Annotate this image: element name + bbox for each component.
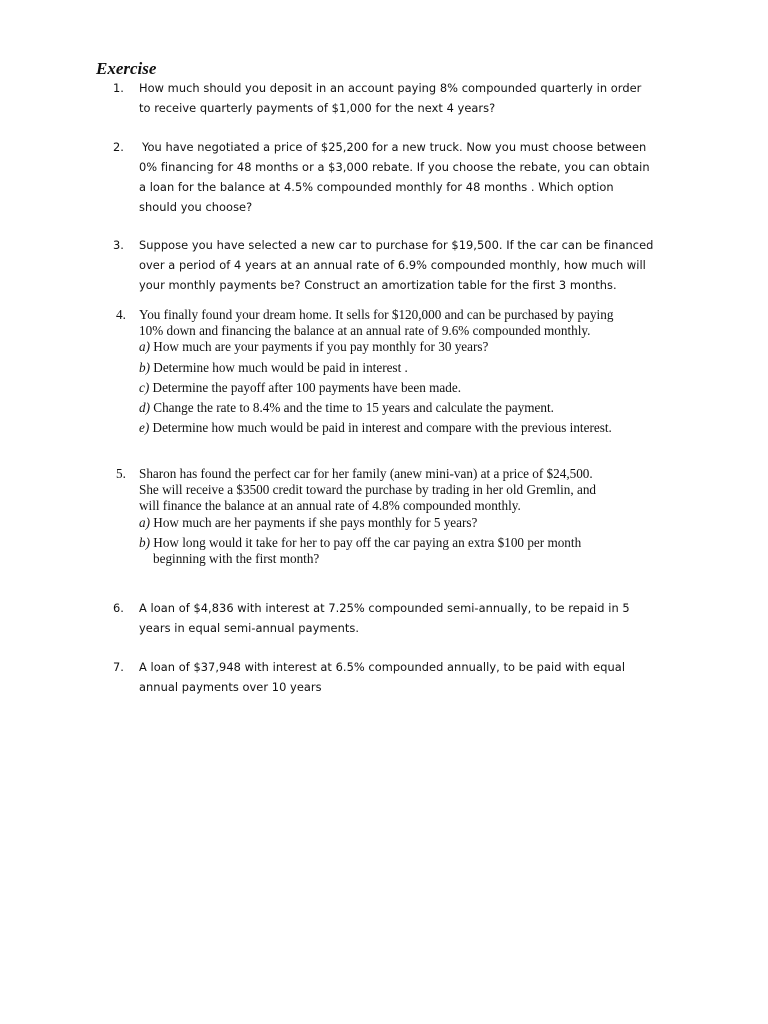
question-line: 0% financing for 48 months or a $3,000 rebate. If you choose the rebate, you can obtain: [139, 160, 650, 174]
part-label: b): [139, 534, 150, 550]
question-text: [139, 598, 684, 638]
question-part-c: [139, 380, 699, 396]
question-line: your monthly payments be? Construct an amortization table for the first 3 months.: [139, 278, 617, 292]
question-number: 1.: [113, 81, 124, 95]
question-line: A loan of $4,836 with interest at 7.25% compounded semi-annually, to be repaid in 5: [139, 601, 630, 615]
question-line: Suppose you have selected a new car to purchase for $19,500. If the car can be financed: [139, 238, 654, 252]
question-number: 3.: [113, 238, 124, 252]
question-line: A loan of $37,948 with interest at 6.5% compounded annually, to be paid with equal: [139, 660, 626, 674]
question-part-b: [139, 535, 699, 567]
question-line: You have negotiated a price of $25,200 for a new truck. Now you must choose between: [142, 140, 647, 154]
question-part-e: [139, 420, 699, 436]
part-label: d): [139, 400, 150, 416]
question-line: She will receive a $3500 credit toward the purchase by trading in her old Gremlin, and: [139, 482, 597, 498]
question-number: 6.: [113, 601, 124, 615]
part-text: How long would it take for her to pay off the car paying an extra $100 per month: [153, 534, 582, 550]
part-label: a): [139, 514, 150, 530]
question-text: [139, 137, 684, 217]
question-line: 10% down and financing the balance at an annual rate of 9.6% compounded monthly.: [139, 323, 591, 339]
question-text: [139, 78, 684, 118]
question-text: [139, 235, 684, 295]
part-text: How much are her payments if she pays monthly for 5 years?: [153, 514, 478, 530]
question-line: over a period of 4 years at an annual rate of 6.9% compounded monthly, how much will: [139, 258, 646, 272]
page-title: Exercise: [96, 59, 157, 78]
question-line: will finance the balance at an annual rate of 4.8% compounded monthly.: [139, 498, 521, 514]
question-text: [139, 466, 699, 567]
question-number: 7.: [113, 660, 124, 674]
question-line: should you choose?: [139, 200, 253, 214]
question-part-a: [139, 515, 699, 531]
part-label: e): [139, 420, 150, 436]
question-line: How much should you deposit in an account paying 8% compounded quarterly in order: [139, 81, 642, 95]
part-text: How much are your payments if you pay monthly for 30 years?: [153, 339, 489, 355]
question-number: 2.: [113, 140, 124, 154]
question-number: 4.: [116, 307, 126, 322]
question-part-d: [139, 400, 699, 416]
question-line: years in equal semi-annual payments.: [139, 621, 360, 635]
question-line: to receive quarterly payments of $1,000 for the next 4 years?: [139, 101, 496, 115]
question-text: [139, 657, 684, 697]
question-line: a loan for the balance at 4.5% compounded monthly for 48 months . Which option: [139, 180, 614, 194]
question-part-b: [139, 360, 699, 376]
part-text: Determine the payoff after 100 payments have been made.: [152, 379, 461, 395]
part-text-continued: beginning with the first month?: [153, 551, 320, 567]
part-text: Change the rate to 8.4% and the time to 15 years and calculate the payment.: [153, 400, 554, 416]
part-label: a): [139, 339, 150, 355]
question-part-a: [139, 339, 699, 355]
question-line: annual payments over 10 years: [139, 680, 322, 694]
question-number: 5.: [116, 466, 126, 481]
question-text: [139, 307, 699, 436]
question-line: Sharon has found the perfect car for her family (anew mini-van) at a price of $24,500.: [139, 466, 593, 481]
question-line: You finally found your dream home. It sells for $120,000 and can be purchased by paying: [139, 307, 614, 322]
part-text: Determine how much would be paid in interest and compare with the previous interest.: [152, 420, 612, 436]
part-label: b): [139, 359, 150, 375]
part-label: c): [139, 379, 150, 395]
part-text: Determine how much would be paid in interest .: [153, 359, 408, 375]
